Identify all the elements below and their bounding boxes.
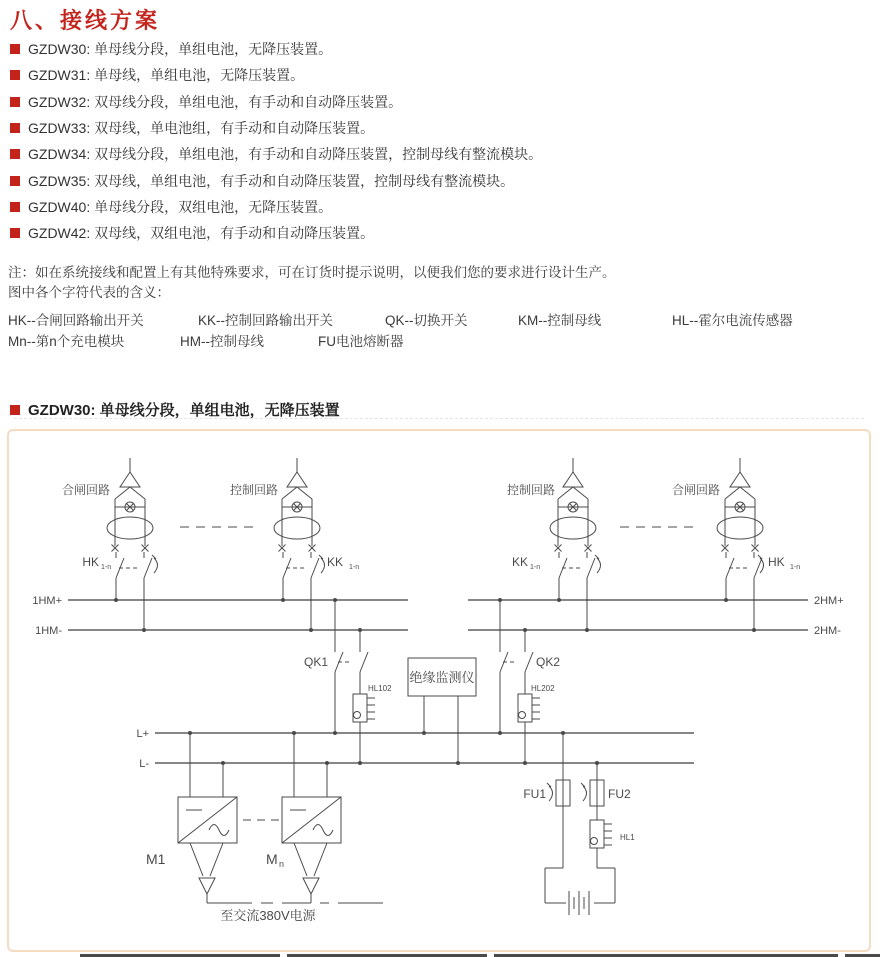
m1-label: M1 — [146, 851, 166, 867]
charging-module-mn — [282, 733, 341, 903]
bus-1hm-pos-label: 1HM+ — [32, 595, 62, 607]
kk-range-label: 1-n — [530, 564, 541, 571]
battery — [545, 868, 615, 915]
hl202-sensor — [518, 694, 540, 722]
model-text: GZDW31: 单母线，单组电池，无降压装置。 — [28, 67, 305, 84]
mn-sub-label: n — [279, 859, 285, 869]
qk1-label: QK1 — [303, 655, 328, 669]
model-text: GZDW30: 单母线分段，单组电池，无降压装置。 — [28, 41, 333, 58]
fuse-fu1 — [547, 733, 570, 868]
bus-l-neg-label: L- — [139, 758, 149, 770]
bus-1hm — [68, 600, 408, 630]
model-text: GZDW34: 双母线分段，单组电池，有手动和自动降压装置，控制母线有整流模块。 — [28, 146, 543, 163]
legend-item: FU电池熔断器 — [318, 334, 404, 349]
model-text: GZDW33: 双母线，单电池组，有手动和自动降压装置。 — [28, 120, 375, 137]
closing-circuit-load-left — [107, 458, 153, 552]
order-note: 注：如在系统接线和配置上有其他特殊要求，可在订货时提示说明，以便我们您的要求进行设计生产。 — [8, 265, 616, 280]
control-circuit-load-right — [550, 458, 596, 552]
model-text: GZDW35: 双母线，单组电池，有手动和自动降压装置，控制母线有整流模块。 — [28, 172, 515, 189]
bus-l — [155, 733, 694, 763]
fu2-label: FU2 — [608, 787, 631, 801]
hk-range-label: 1-n — [101, 564, 112, 571]
control-circuit-label: 控制回路 — [506, 483, 556, 497]
bus-1hm-neg-label: 1HM- — [35, 625, 62, 637]
kk-range-label: 1-n — [349, 564, 360, 571]
hk-range-label: 1-n — [790, 564, 801, 571]
fu1-label: FU1 — [523, 787, 546, 801]
qk2-switch — [500, 600, 533, 763]
closing-circuit-label: 合闸回路 — [671, 483, 721, 497]
bus-2hm-pos-label: 2HM+ — [814, 595, 844, 607]
qk2-label: QK2 — [536, 655, 561, 669]
kk-label: KK — [327, 555, 344, 569]
insulation-monitor-label: 绝缘监测仪 — [409, 670, 475, 685]
closing-circuit-load-right — [717, 458, 763, 552]
model-text: GZDW32: 双母线分段，单组电池，有手动和自动降压装置。 — [28, 93, 403, 110]
legend-item: HL--霍尔电流传感器 — [672, 313, 793, 328]
closing-circuit-label: 合闸回路 — [61, 483, 111, 497]
fuse-fu2 — [581, 763, 604, 868]
section-title: GZDW30: 单母线分段，单组电池，无降压装置 — [28, 402, 340, 419]
hl102-sensor — [353, 694, 375, 722]
model-text: GZDW40: 单母线分段，双组电池，无降压装置。 — [28, 198, 333, 215]
page-title: 八、接线方案 — [10, 8, 161, 33]
hl1-label: HL1 — [620, 833, 635, 842]
bus-l-pos-label: L+ — [136, 728, 149, 740]
charging-module-m1 — [178, 733, 237, 903]
legend-item: HK--合闸回路输出开关 — [8, 313, 144, 328]
mn-label: M — [266, 851, 278, 867]
ac-source-label: 至交流380V电源 — [220, 908, 316, 923]
hl1-sensor — [590, 820, 612, 848]
legend-intro: 图中各个字符代表的含义： — [8, 285, 170, 300]
legend-item: KM--控制母线 — [518, 313, 602, 328]
kk-label: KK — [511, 555, 528, 569]
hk-breaker-right — [726, 552, 764, 630]
hl102-label: HL102 — [368, 684, 392, 693]
legend-item: HM--控制母线 — [180, 334, 264, 349]
hl202-label: HL202 — [531, 684, 555, 693]
bus-2hm — [468, 600, 808, 630]
control-circuit-load-left — [274, 458, 320, 552]
control-circuit-label: 控制回路 — [229, 483, 279, 497]
model-text: GZDW42: 双母线，双组电池，有手动和自动降压装置。 — [28, 225, 375, 242]
legend-item: QK--切换开关 — [385, 313, 468, 328]
hk-label: HK — [768, 555, 785, 569]
hk-label: HK — [82, 555, 99, 569]
qk1-switch — [335, 600, 368, 763]
legend-item: Mn--第n个充电模块 — [8, 334, 125, 349]
kk-breaker-left — [283, 552, 325, 630]
hk-breaker-left — [116, 552, 158, 630]
legend-item: KK--控制回路输出开关 — [198, 313, 333, 328]
bus-2hm-neg-label: 2HM- — [814, 625, 841, 637]
kk-breaker-right — [559, 552, 601, 630]
